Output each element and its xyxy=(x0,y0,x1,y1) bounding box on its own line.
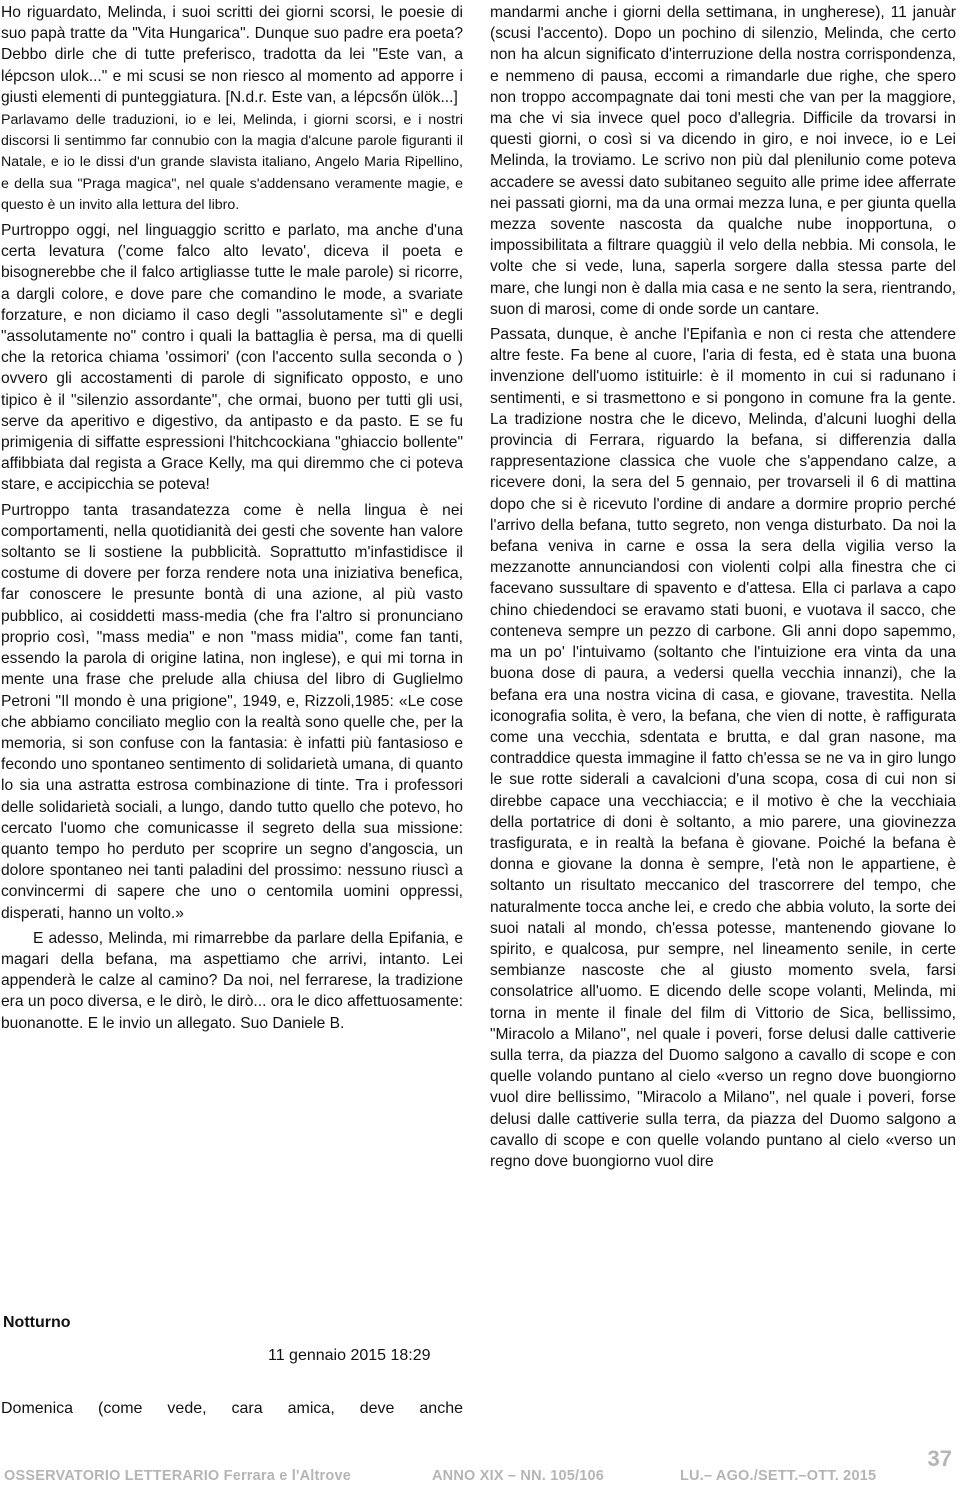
paragraph-befana: Passata, dunque, è anche l'Epifanìa e non ci resta che attendere altre feste. Fa bene al cuore, l'aria di festa, ed è stata una buona invenzione dell'uomo istituirle: è il momento in cui si radunano i sentimenti, e si trasmettono e si pongono in comune fra la gente. La tradizione nostra che le dicevo, Melinda, d'alcuni luoghi della provincia di Ferrara, riguardo la befana, si differenzia dalla rappresentazione classica che vuole che s'appendano calze, a ricevere doni, la sera del 5 gennaio, per trovarseli il 6 di mattina dopo che si è ricevuto l'ordine di andare a dormire proprio perché l'arrivo della befana, tutto segreto, non venga disturbato. Da noi la befana veniva in carne e ossa la sera della vigilia verso la mezzanotte annunciandosi con violenti colpi alla finestra che ci facevano sussultare di spavento e d'attesa. Ella ci parlava a capo chino chiedendoci se eravamo stati buoni, e vuotava il sacco, che conteneva sempre un pezzo di carbone. Gli anni dopo sapemmo, ma un po' l'intuivamo (soltanto che l'intuizione era vinta da una buona dose di paura, a vedersi quella vecchia innanzi), che la befana era una nostra vicina di casa, e giovane, travestita. Nella iconografia solita, è vero, la befana, che vien di notte, è raffigurata come una vecchia, sdentata e brutta, e dal gran nasone, ma contraddice questa immagine il fatto ch'essa se ne va in giro lungo le sue rotte siderali a cavalcioni d'una scopa, cosa di cui non si direbbe capace una vecchiaccia; e il motivo è che la vecchiaia della portatrice di doni è soltanto, a mio parere, una giovinezza trasfigurata, e in realtà la befana è giovane. Poiché la befana è donna e giovane la donna è sempre, l'età non le appartiene, è soltanto un risultato meccanico del trascorrere del tempo, che naturalmente tocca anche lei, e credo che abbia voluto, la sorte dei suoi natali al mondo, ch'essa potesse, mantenendo giovane lo spirito, e qualcosa, pur sempre, nel lineamento senile, in certe sembianze nascoste che al giusto momento svela, farsi consolatrice all'uomo. E dicendo delle scope volanti, Melinda, mi torna in mente il finale del film di Vittorio de Sica, bellissimo, "Miracolo a Milano", nel quale i poveri, forse delusi dalle cattiverie sulla terra, da piazza del Duomo salgono a cavallo di scope e con quelle volando puntano al cielo «verso un regno dove buongiorno vuol dire bellissimo, "Miracolo a Milano", nel quale i poveri, forse delusi dalle cattiverie sulla terra, da piazza del Duomo salgono a cavallo di scope e con quelle volando puntano al cielo «verso un regno dove buongiorno vuol dire xyxy=(490,326,956,1170)
right-column xyxy=(490,2,956,1172)
paragraph-translations: Parlavamo delle traduzioni, io e lei, Melinda, i giorni scorsi, e i nostri discorsi li sentimmo far connubio con la magia d'alcune parole figuranti il Natale, e io le dissi d'un grande slavista italiano, Angelo Maria Ripellino, e della sua "Praga magica", nel quale s'addensano veramente magie, e questo è un invito alla lettura del libro. xyxy=(1,112,463,213)
section-title: Notturno xyxy=(3,1314,71,1331)
letter-date: 11 gennaio 2015 18:29 xyxy=(268,1347,431,1364)
paragraph-petroni-quote: Purtroppo tanta trasandatezza come è nella lingua è nei comportamenti, nella quotidianità dei gesti che sovente han valore soltanto se li sostiene la pubblicità. Soprattutto m'infastidisce il costume di dovere per forza rendere nota una iniziativa benefica, far conoscere le presunte bontà di una azione, al più vasto pubblico, ai cosiddetti mass-media (che fra l'altro si pronunciano proprio così, "mass media" e non "mass midia", come fan tanti, essendo la parola di origine latina, non inglese), e qui mi torna in mente una frase che prelude alla chiusa del libro di Guglielmo Petroni "Il mondo è una prigione", 1949, e, Rizzoli,1985: «Le cose che abbiamo conciliato meglio con la realtà sono quelle che, per la memoria, si son confuse con la fantasia: è infatti più fantasioso e fecondo uno spontaneo sentimento di solidarietà umana, di quanto lo sia una astratta estrosa combinazione di tinte. Tra i professori delle solidarietà sociali, a lungo, dando tutto quello che potevo, ho cercato l'uomo che comunicasse il segreto della sua missione: quanto tempo ho perduto per scoprire un segno d'angoscia, un dolore spontaneo nei tanti paladini del prossimo: nessuno riuscì a convincermi di sapere che uno o centomila uomini oppressi, disperati, hanno un volto.» xyxy=(1,501,463,922)
letter-opening: Domenica (come vede, cara amica, deve anche xyxy=(1,1400,463,1417)
page-number: 37 xyxy=(927,1446,952,1471)
footer-months: LU.– AGO./SETT.–OTT. 2015 xyxy=(680,1468,877,1484)
paragraph-epiphany: E adesso, Melinda, mi rimarrebbe da parlare della Epifania, e magari della befana, ma aspettiamo che arrivi, intanto. Lei appenderà le calze al camino? Da noi, nel ferrarese, la tradizione era un poco diversa, e le dirò, le dirò... ora le dico affettuosamente: buonanotte. E le invio un allegato. Suo Daniele B. xyxy=(1,929,463,1032)
left-column xyxy=(1,2,463,1034)
paragraph-intro: Ho riguardato, Melinda, i suoi scritti dei giorni scorsi, le poesie di suo papà tratte da "Vita Hungarica". Dunque suo padre era poeta? Debbo dirle che di tutte preferisco, tradotta da lei "Este van, a lépcson ulok..." e mi scusi se non riesco al momento ad apporre i giusti elementi di punteggiatura. [N.d.r. Este van, a lépcsőn ülök...] xyxy=(1,4,463,106)
paragraph-oxymorons: Purtroppo oggi, nel linguaggio scritto e parlato, ma anche d'una certa levatura ('come falco alto levato', diceva il poeta e bisognerebbe che il falco artigliasse tutte le male parole) si ricorre, a dargli colore, e dove pare che comandino le mode, a svariate forzature, e non diciamo il caso degli "assolutamente sì" e degli "assolutamente no" contro i quali la battaglia è persa, ma di quelli che la retorica chiama 'ossimori' (con l'accento sulla seconda o ) ovvero gli accostamenti di parole di significato opposto, e uno tipico è il "silenzio assordante", che ormai, buono per tutti gli usi, serve da aperitivo e digestivo, da antipasto e da pasto. E se fu primigenia di siffatte espressioni l'hitchcockiana "ghiaccio bollente" affibbiata dal regista a Grace Kelly, ma qui diremmo che ci poteva stare, e accipicchia se poteva! xyxy=(1,222,463,494)
footer-issue: ANNO XIX – NN. 105/106 xyxy=(432,1468,605,1484)
paragraph-moon: mandarmi anche i giorni della settimana, in ungherese), 11 januàr (scusi l'accento). Dopo un pochino di silenzio, Melinda, che certo non ha alcun significato d'interruzione della nostra corrispondenza, e nemmeno di pausa, eccomi a rimandarle due righe, che spero non troppo accompagnate dai toni mesti che van per la maggiore, ma che vi sia invece quel poco d'allegria. Difficile da trovarsi in questi giorni, o così si va dicendo in giro, e noi invece, io e Lei Melinda, la troviamo. Le scrivo non più dal plenilunio come poteva accadere se avessi dato subitaneo seguito alle prime idee afferrate nei passati giorni, ma da una ormai mezza luna, e per giunta quella mezza sovente nascosta da qualche nube inopportuna, o impossibilitata a filtrare quaggiù il velo della nebbia. Mi consola, le volte che si vede, luna, saperla sorgere dalla stessa parte del mare, che lungi non è dalla mia casa e ne sento la sera, rientrando, suon di marosi, come di onde sorde un cantare. xyxy=(490,4,956,318)
page-footer xyxy=(0,1466,960,1488)
footer-journal: OSSERVATORIO LETTERARIO Ferrara e l'Altrove xyxy=(4,1468,351,1484)
